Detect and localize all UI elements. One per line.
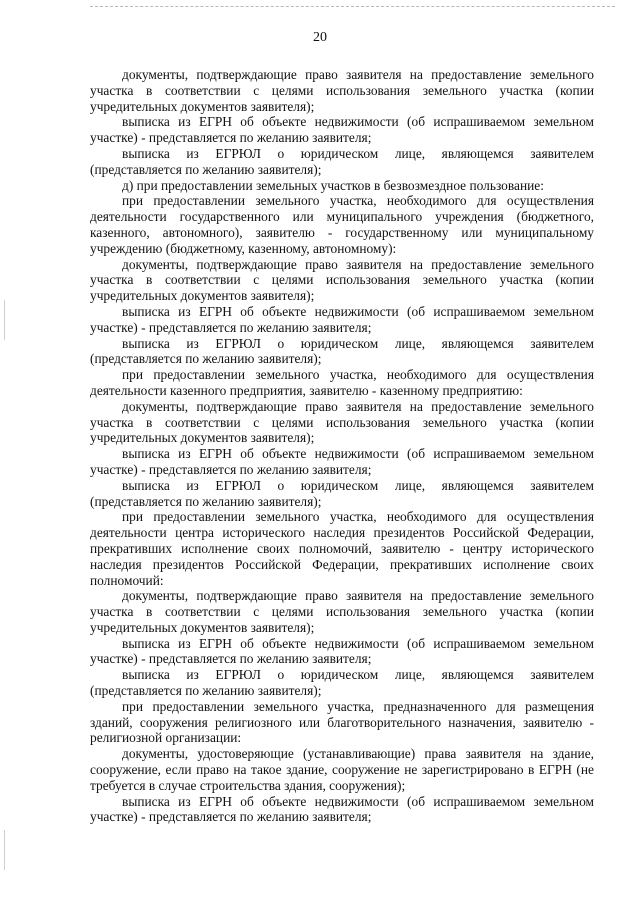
paragraph: выписка из ЕГРН об объекте недвижимости (об испрашиваемом земельном участке) - представляется по желанию заявителя; [90, 446, 594, 477]
scan-edge-mark [4, 830, 5, 870]
paragraph: при предоставлении земельного участка, необходимого для осуществления деятельности государственного или муниципального учреждения (бюджетного, казенного, автономного), заявителю - государственному или муниципальному учреждению (бюджетному, казенному, автономному): [90, 193, 594, 256]
paragraph: выписка из ЕГРЮЛ о юридическом лице, являющемся заявителем (представляется по желанию заявителя); [90, 477, 594, 509]
paragraph: при предоставлении земельного участка, необходимого для осуществления деятельности казенного предприятия, заявителю - казенному предприятию: [90, 367, 594, 398]
paragraph: при предоставлении земельного участка, предназначенного для размещения зданий, сооружения религиозного или благотворительного назначения, заявителю - религиозной организации: [90, 698, 594, 746]
paragraph: документы, подтверждающие право заявителя на предоставление земельного участка в соответствии с целями использования земельного участка (копии учредительных документов заявителя); [90, 398, 594, 446]
paragraph: выписка из ЕГРН об объекте недвижимости (об испрашиваемом земельном участке) - представляется по желанию заявителя; [90, 793, 594, 825]
paragraph: документы, подтверждающие право заявителя на предоставление земельного участка в соответствии с целями использования земельного участка (копии учредительных документов заявителя); [90, 67, 594, 114]
paragraph: выписка из ЕГРЮЛ о юридическом лице, являющемся заявителем (представляется по желанию заявителя); [90, 667, 594, 699]
scan-top-border [90, 6, 615, 7]
paragraph: выписка из ЕГРН об объекте недвижимости (об испрашиваемом земельном участке) - представляется по желанию заявителя; [90, 303, 594, 335]
paragraph: документы, подтверждающие право заявителя на предоставление земельного участка в соответствии с целями использования земельного участка (копии учредительных документов заявителя); [90, 588, 594, 635]
paragraph: выписка из ЕГРН об объекте недвижимости (об испрашиваемом земельном участке) - представляется по желанию заявителя; [90, 114, 594, 146]
paragraph: документы, удостоверяющие (устанавливающие) права заявителя на здание, сооружение, если право на такое здание, сооружение не зарегистрировано в ЕГРН (не требуется в случае строительства здания, сооружения); [90, 746, 594, 793]
paragraph: при предоставлении земельного участка, необходимого для осуществления деятельности центра исторического наследия президентов Российской Федерации, прекративших исполнение своих полномочий, заявителю - центру исторического наследия президентов Российской Федерации, прекративших исполнение своих полномочий: [90, 509, 594, 588]
paragraph: выписка из ЕГРЮЛ о юридическом лице, являющемся заявителем (представляется по желанию заявителя); [90, 335, 594, 367]
paragraph: выписка из ЕГРЮЛ о юридическом лице, являющемся заявителем (представляется по желанию заявителя); [90, 145, 594, 177]
paragraph: д) при предоставлении земельных участков в безвозмездное пользование: [122, 177, 544, 193]
paragraph: документы, подтверждающие право заявителя на предоставление земельного участка в соответствии с целями использования земельного участка (копии учредительных документов заявителя); [90, 256, 594, 304]
paragraph: выписка из ЕГРН об объекте недвижимости (об испрашиваемом земельном участке) - представляется по желанию заявителя; [90, 635, 594, 667]
page-number: 20 [313, 30, 327, 45]
scan-edge-mark [4, 300, 5, 340]
document-body [90, 67, 594, 825]
